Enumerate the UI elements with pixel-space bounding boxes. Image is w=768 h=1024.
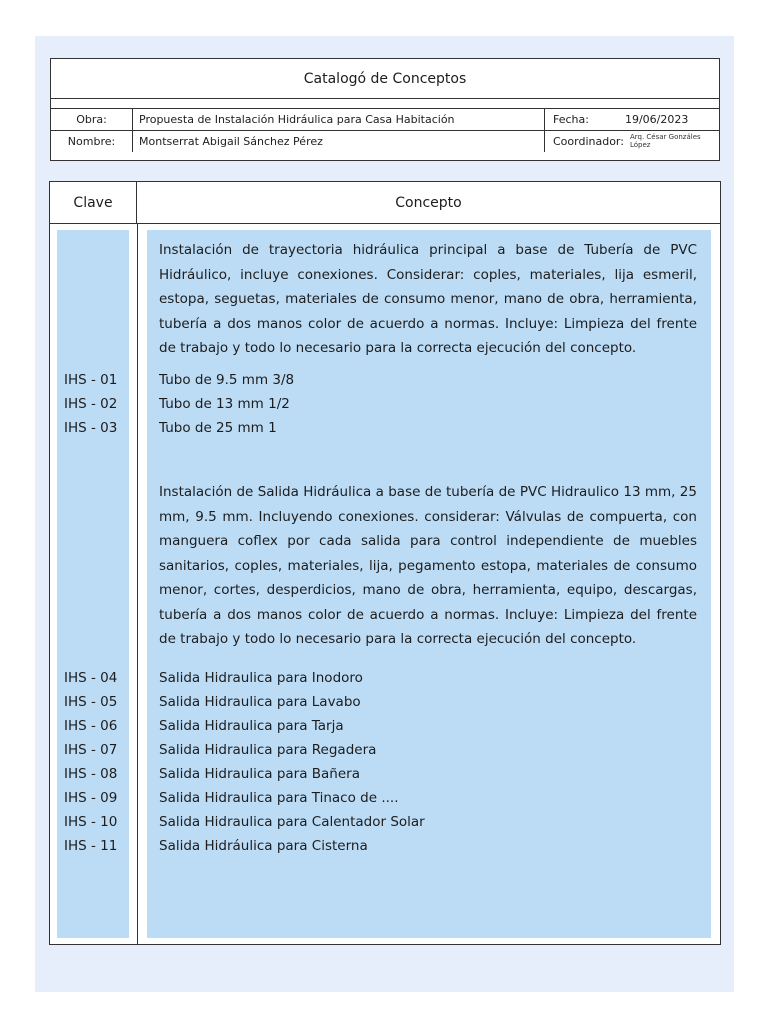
- fecha-label: Fecha:: [553, 113, 589, 126]
- header-row-nombre: [51, 130, 719, 152]
- item-code: IHS - 11: [64, 838, 118, 854]
- section-1-description: Instalación de trayectoria hidráulica principal a base de Tubería de PVC Hidráulico, incluye conexiones. Considerar: coples, materiales, lija esmeril, estopa, seguetas, materiales de consumo menor, mano de obra, herramienta, tubería a dos manos color de acuerdo a normas. Incluye: Limpieza del frente de trabajo y todo lo necesario para la correcta ejecución del concepto.: [159, 242, 697, 356]
- document-title: Catalogó de Conceptos: [51, 59, 719, 99]
- concepts-table: [49, 181, 721, 945]
- item-code: IHS - 04: [64, 670, 118, 686]
- item-name: Salida Hidraulica para Bañera: [159, 766, 360, 782]
- item-code: IHS - 06: [64, 718, 118, 734]
- column-header-clave: Clave: [50, 182, 137, 224]
- coordinador-cell: [545, 130, 721, 152]
- item-name: Tubo de 13 mm 1/2: [159, 396, 290, 412]
- item-code: IHS - 09: [64, 790, 118, 806]
- column-header-concepto: Concepto: [137, 182, 720, 224]
- coordinador-value: Arq. César Gonzáles López: [629, 133, 701, 149]
- fecha-value: 19/06/2023: [624, 113, 689, 126]
- coordinador-label: Coordinador:: [553, 134, 624, 148]
- item-code: IHS - 05: [64, 694, 118, 710]
- obra-label: Obra:: [51, 109, 133, 130]
- item-code: IHS - 08: [64, 766, 118, 782]
- item-name: Salida Hidraulica para Inodoro: [159, 670, 363, 686]
- item-name: Salida Hidraulica para Lavabo: [159, 694, 361, 710]
- item-code: IHS - 01: [64, 372, 118, 388]
- item-name: Tubo de 25 mm 1: [159, 420, 277, 436]
- header-block: [50, 58, 720, 161]
- nombre-label: Nombre:: [51, 130, 133, 152]
- item-code: IHS - 07: [64, 742, 118, 758]
- column-divider: [137, 224, 138, 944]
- item-code: IHS - 02: [64, 396, 118, 412]
- item-name: Tubo de 9.5 mm 3/8: [159, 372, 295, 388]
- item-code: IHS - 10: [64, 814, 118, 830]
- nombre-value: Montserrat Abigail Sánchez Pérez: [133, 130, 545, 152]
- item-code: IHS - 03: [64, 420, 118, 436]
- item-name: Salida Hidraulica para Calentador Solar: [159, 814, 425, 830]
- section-2-description: Instalación de Salida Hidráulica a base de tubería de PVC Hidraulico 13 mm, 25 mm, 9.5 mm. Incluyendo conexiones. considerar: Válvulas de compuerta, con manguera coflex por cada salida para control independiente de muebles sanitarios, coples, materiales, lija, pegamento estopa, materiales de consumo menor, cortes, desperdicios, mano de obra, herramienta, equipo, descargas, tubería a dos manos color de acuerdo a normas. Incluye: Limpieza del frente de trabajo y todo lo necesario para la correcta ejecución del concepto.: [159, 484, 697, 647]
- fecha-cell: [545, 109, 721, 130]
- item-name: Salida Hidraulica para Tinaco de ....: [159, 790, 399, 806]
- item-name: Salida Hidraulica para Regadera: [159, 742, 377, 758]
- obra-value: Propuesta de Instalación Hidráulica para Casa Habitación: [133, 109, 545, 130]
- item-name: Salida Hidráulica para Cisterna: [159, 838, 368, 854]
- header-spacer: [51, 99, 719, 109]
- item-name: Salida Hidraulica para Tarja: [159, 718, 344, 734]
- header-row-obra: [51, 109, 719, 131]
